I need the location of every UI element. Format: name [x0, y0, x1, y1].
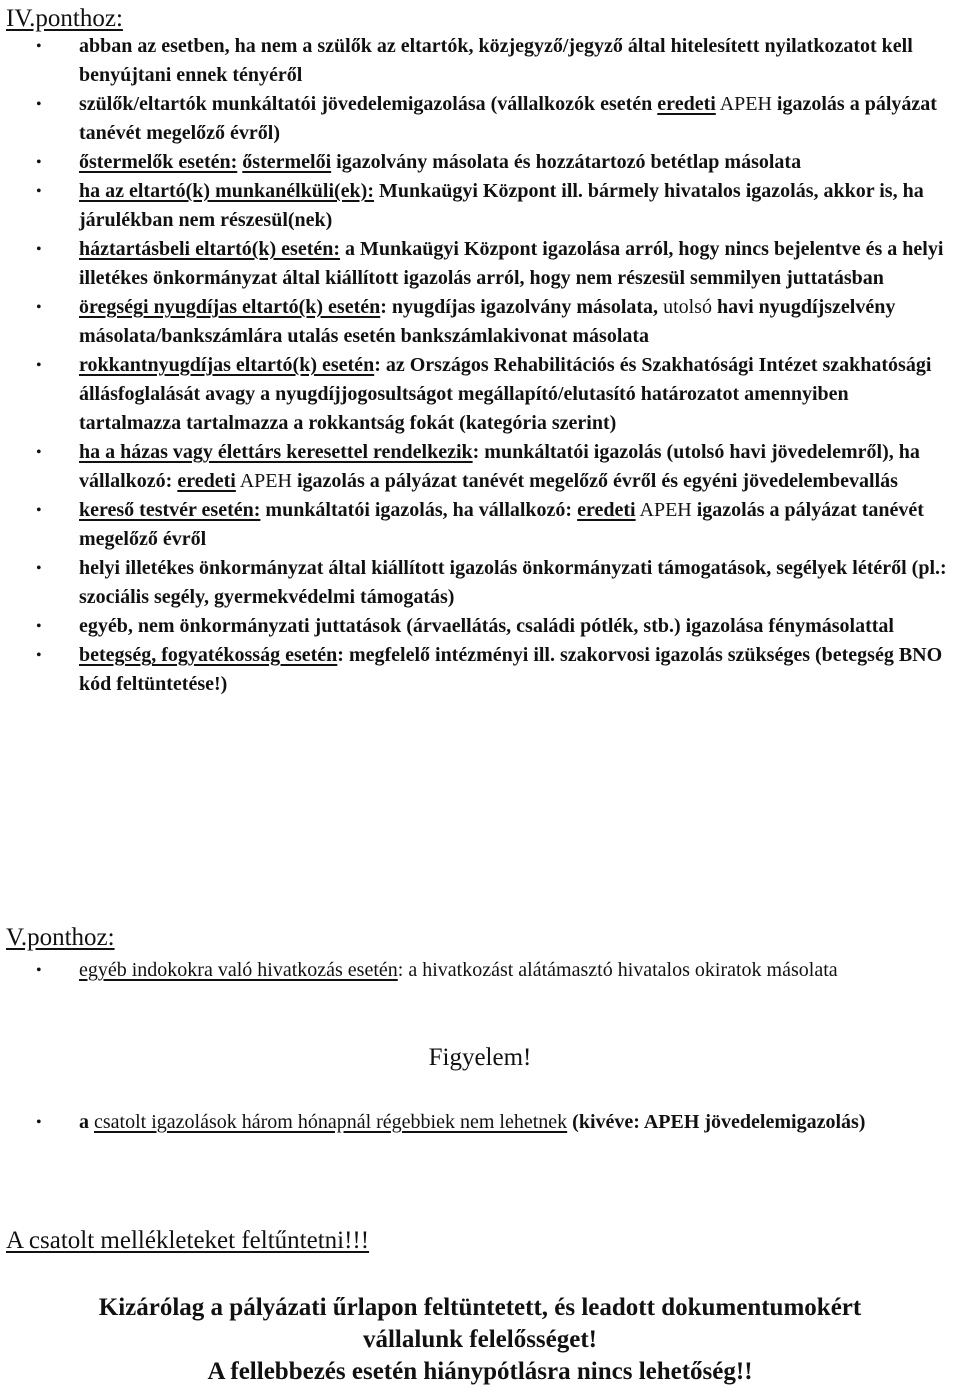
item-text: helyi illetékes önkormányzat által kiállított igazolás önkormányzati támogatások, segélyek létéről (pl.: szociális segély, gyermekvédelmi támogatás) — [79, 557, 947, 608]
bullet-icon: • — [36, 502, 42, 519]
bullet-icon: • — [36, 241, 42, 258]
item-text: APEH — [715, 93, 772, 115]
bullet-icon: • — [36, 962, 42, 979]
item-text: a — [79, 1111, 89, 1133]
section-v-list — [0, 956, 960, 985]
underlined-text: eredeti — [177, 470, 236, 492]
item-text: igazolás a pályázat tanévét megelőző évről) — [79, 93, 937, 144]
item-text: igazolás a pályázat tanévét megelőző évről — [79, 499, 924, 550]
attachment-note: A csatolt mellékleteket feltűntetni!!! — [6, 1227, 370, 1254]
underlined-text: eredeti — [577, 499, 636, 521]
underlined-text: ha a házas vagy élettárs keresettel rendelkezik — [79, 441, 473, 463]
item-text: munkáltatói igazolás, ha vállalkozó: — [260, 499, 578, 521]
list-item — [0, 148, 960, 177]
item-text: : megfelelő intézményi ill. szakorvosi igazolás szükséges (betegség BNO kód feltüntetése!) — [79, 644, 943, 695]
bullet-icon: • — [36, 38, 42, 55]
item-text: : munkáltatói igazolás (utolsó havi jövedelemről), ha vállalkozó: — [79, 441, 920, 492]
bullet-icon: • — [36, 1114, 42, 1131]
list-item — [0, 177, 960, 235]
underlined-text: őstermelői — [242, 151, 332, 173]
item-text: utolsó — [658, 296, 712, 318]
underlined-text: ha az eltartó(k) munkanélküli(ek): — [79, 180, 374, 202]
bullet-icon: • — [36, 444, 42, 461]
list-item — [0, 351, 960, 438]
final-note — [0, 1292, 960, 1388]
item-text: abban az esetben, ha nem a szülők az eltartók, közjegyző/jegyző által hitelesített nyilatkozatot kell benyújtani ennek tényéről — [79, 35, 913, 86]
bullet-icon: • — [36, 299, 42, 316]
bullet-icon: • — [36, 357, 42, 374]
list-item — [0, 32, 960, 90]
underlined-text: kereső testvér esetén: — [79, 499, 261, 521]
item-text: igazolvány másolata és hozzátartozó betétlap másolata — [331, 151, 802, 173]
item-text: APEH — [635, 499, 692, 521]
item-text: : nyugdíjas igazolvány másolata, — [380, 296, 659, 318]
underlined-text: egyéb indokokra való hivatkozás esetén — [79, 959, 398, 981]
item-text: APEH — [235, 470, 292, 492]
list-item — [0, 496, 960, 554]
bullet-icon: • — [36, 560, 42, 577]
underlined-text: rokkantnyugdíjas eltartó(k) esetén — [79, 354, 375, 376]
underlined-text: őstermelők esetén: — [79, 151, 238, 173]
final-note-line-2: vállalunk felelősséget! — [362, 1326, 597, 1353]
underlined-text: háztartásbeli eltartó(k) esetén: — [79, 238, 341, 260]
bullet-icon: • — [36, 647, 42, 664]
list-item — [0, 293, 960, 351]
bullet-icon: • — [36, 618, 42, 635]
item-text: a Munkaügyi Központ igazolása arról, hogy nincs bejelentve és a helyi illetékes önkormányzat által kiállított igazolás arról, hogy nem részesül semmilyen juttatásban — [79, 238, 944, 289]
section-v-heading: V.ponthoz: — [6, 924, 115, 951]
item-text: (kivéve: APEH jövedelemigazolás) — [567, 1111, 866, 1133]
underlined-text: eredeti — [657, 93, 716, 115]
section-iv-list — [0, 32, 960, 699]
underlined-text: csatolt igazolások három hónapnál régebbiek nem lehetnek — [94, 1111, 568, 1133]
warning-list — [0, 1108, 960, 1137]
list-item — [0, 956, 960, 985]
item-text: : a hivatkozást alátámasztó hivatalos okiratok másolata — [397, 959, 838, 981]
item-text: egyéb, nem önkormányzati juttatások (árvaellátás, családi pótlék, stb.) igazolása fénymásolattal — [79, 615, 894, 637]
item-text: szülők/eltartók munkáltatói jövedelemigazolása (vállalkozók esetén — [79, 93, 658, 115]
bullet-icon: • — [36, 96, 42, 113]
section-iv-heading: IV.ponthoz: — [6, 5, 123, 32]
item-text: : az Országos Rehabilitációs és Szakhatósági Intézet szakhatósági állásfoglalását avagy a nyugdíjjogosultságot megállapító/elutasító határozatot amennyiben tartalmazza tartalmazza a rokkantság fokát (kategória szerint) — [79, 354, 932, 434]
final-note-line-3: A fellebbezés esetén hiánypótlásra nincs lehetőség!! — [207, 1358, 753, 1385]
item-text: igazolás a pályázat tanévét megelőző évről és egyéni jövedelembevallás — [291, 470, 898, 492]
item-text: havi nyugdíjszelvény másolata/bankszámlára utalás esetén bankszámlakivonat másolata — [79, 296, 896, 347]
underlined-text: betegség, fogyatékosság esetén — [79, 644, 338, 666]
underlined-text: öregségi nyugdíjas eltartó(k) esetén — [79, 296, 381, 318]
warning-title: Figyelem! — [428, 1044, 532, 1071]
bullet-icon: • — [36, 154, 42, 171]
item-text: Munkaügyi Központ ill. bármely hivatalos igazolás, akkor is, ha járulékban nem részesül(nek) — [79, 180, 924, 231]
list-item — [0, 1108, 960, 1137]
bullet-icon: • — [36, 183, 42, 200]
list-item — [0, 612, 960, 641]
list-item — [0, 438, 960, 496]
list-item — [0, 90, 960, 148]
list-item — [0, 641, 960, 699]
list-item — [0, 235, 960, 293]
final-note-line-1: Kizárólag a pályázati űrlapon feltüntetett, és leadott dokumentumokért — [98, 1294, 862, 1321]
list-item — [0, 554, 960, 612]
